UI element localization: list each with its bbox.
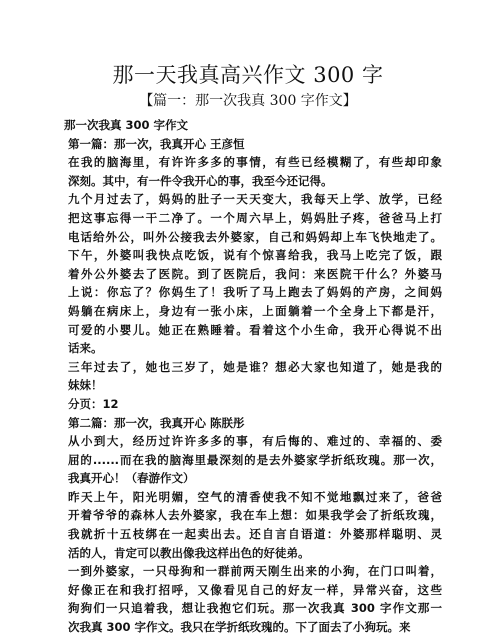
text-line: 电话给外公，叫外公接我去外婆家，自己和妈妈却上车飞快地走了。 [68, 229, 442, 244]
paragraph [62, 153, 442, 190]
text-line: 第二篇：那一次，我真开心 陈朕彤 [68, 415, 245, 430]
paragraph [62, 414, 442, 433]
text-line: 活的人，肯定可以教出像我这样出色的好徒弟。 [68, 545, 310, 560]
text-line: 妹妹！ [68, 378, 103, 393]
text-line: 次我真 300 字作文。我只在学折纸玫瑰的。下了面去了小狗玩。来 [68, 620, 411, 635]
text-line: 三年过去了，她也三岁了，她是谁？想必大家也知道了，她是我的 [68, 359, 442, 374]
text-line: 九个月过去了，妈妈的肚子一天天变大，我每天上学、放学，已经 [68, 192, 442, 207]
text-line: 那一次我真 300 字作文 [64, 118, 189, 132]
text-line: 屈的......而在我的脑海里最深刻的是去外婆家学折纸玫瑰。那一次， [68, 452, 442, 467]
text-line: 上说：你忘了？你妈生了！我听了马上跑去了妈妈的产房，之间妈 [68, 285, 442, 300]
paragraph [62, 190, 442, 357]
text-line: 把这事忘得一干二净了。一个周六早上，妈妈肚子疼，爸爸马上打 [68, 210, 442, 225]
text-line: 分页：12 [68, 396, 119, 411]
text-line: 好像正在和我打招呼，又像看见自己的好友一样，异常兴奋，这些 [68, 582, 442, 597]
paragraph [62, 135, 442, 154]
text-line: 深刻。其中，有一件令我开心的事，我至今还记得。 [68, 173, 333, 188]
article-heading [62, 116, 442, 135]
text-line: 我真开心！（春游作文） [68, 471, 195, 486]
paragraph [62, 488, 442, 562]
text-line: 第一篇：那一次，我真开心 王彦恒 [68, 136, 245, 151]
text-line: 一到外婆家，一只母狗和一群前两天刚生出来的小狗，在门口叫着， [68, 564, 442, 579]
text-line: 着外公外婆去了医院。到了医院后，我问：来医院干什么？外婆马 [68, 266, 442, 281]
section-subtitle: 【篇一：那一次我真 300 字作文】 [139, 93, 357, 109]
text-line: 妈躺在病床上，身边有一张小床，上面躺着一个全身上下都是汗， [68, 303, 442, 318]
text-line: 开着爷爷的森林人去外婆家，我在车上想：如果我学会了折纸玫瑰， [68, 508, 442, 523]
paragraph [62, 395, 442, 414]
text-line: 昨天上午，阳光明媚，空气的清香使我不知不觉地飘过来了，爸爸 [68, 489, 442, 504]
text-line: 从小到大，经历过许许多多的事，有后悔的、难过的、幸福的、委 [68, 434, 442, 449]
text-line: 我就折十五枝绑在一起卖出去。还自言自语道：外婆那样聪明、灵 [68, 527, 442, 542]
text-line: 话来。 [68, 341, 103, 356]
text-line: 可爱的小婴儿。她正在熟睡着。看着这个小生命，我开心得说不出 [68, 322, 442, 337]
text-line: 下午，外婆叫我快点吃饭，说有个惊喜给我，我马上吃完了饭，跟 [68, 248, 442, 263]
text-line: 在我的脑海里，有许许多多的事情，有些已经模糊了，有些却印象 [68, 155, 442, 170]
paragraph [62, 358, 442, 395]
paragraph [62, 562, 442, 636]
paragraph [62, 432, 442, 488]
text-line: 狗狗们一只追着我，想让我抱它们玩。那一次我真 300 字作文那一 [68, 601, 442, 616]
article-body [62, 116, 442, 637]
document-title: 那一天我真高兴作文 300 字 [112, 63, 384, 87]
